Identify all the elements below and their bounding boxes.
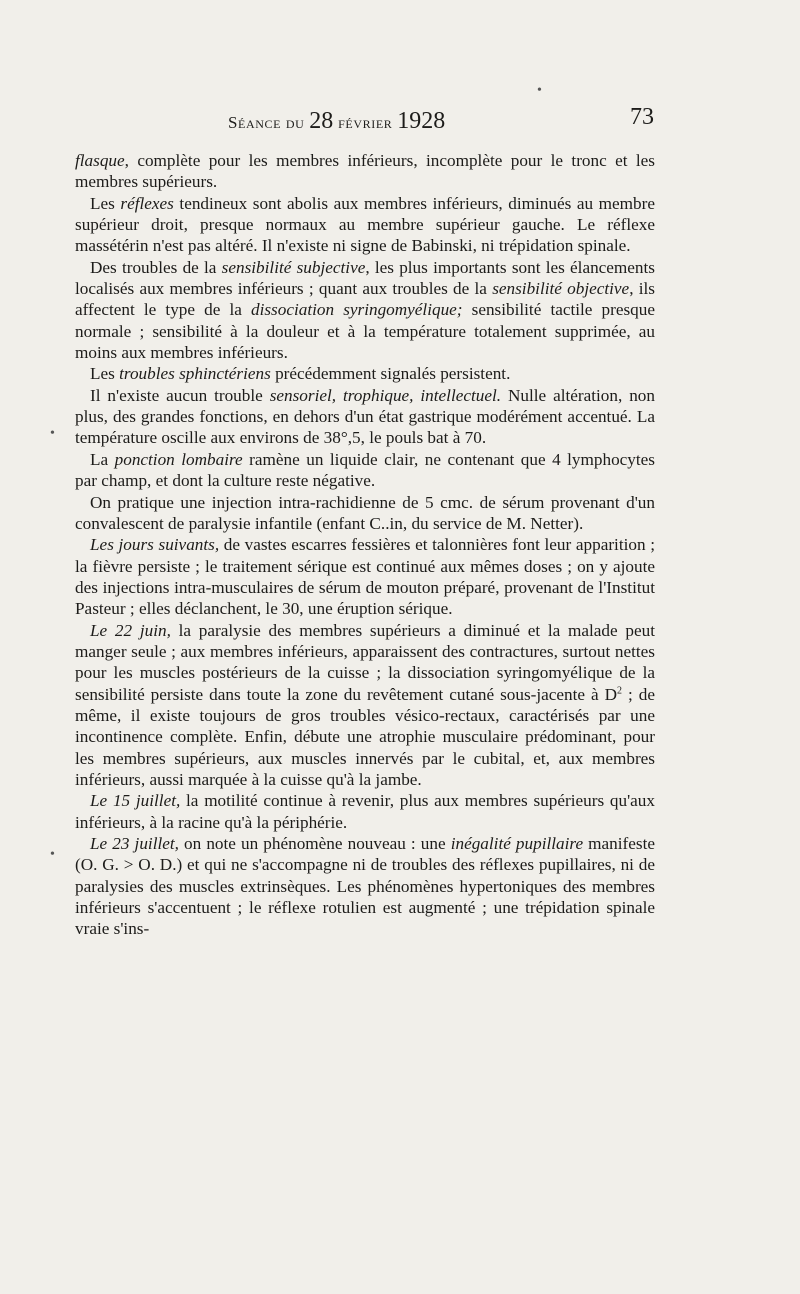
margin-dot-mark: •: [50, 847, 55, 862]
print-dot-mark: •: [537, 83, 542, 98]
paragraph: On pratique une injection intra-rachidienne de 5 cmc. de sérum provenant d'un convalescent de paralysie infantile (enfant C..in, du service de M. Netter).: [75, 492, 655, 533]
margin-dot-mark: •: [50, 426, 55, 441]
body-text: [75, 150, 655, 940]
running-title: [228, 108, 445, 135]
page-number: 73: [630, 104, 654, 130]
running-title-month: février: [333, 113, 398, 132]
paragraph: Il n'existe aucun trouble sensoriel, trophique, intellectuel. Nulle altération, non plus, des grandes fonctions, en dehors d'un état gastrique modérément accentué. La température oscille aux environs de 38°,5, le pouls bat à 70.: [75, 385, 655, 448]
paragraph: Le 15 juillet, la motilité continue à revenir, plus aux membres supérieurs qu'aux inférieurs, à la racine qu'à la périphérie.: [75, 791, 655, 832]
paragraph: Les réflexes tendineux sont abolis aux membres inférieurs, diminués au membre supérieur droit, presque normaux au membre supérieur gauche. Le réflexe massétérin n'est pas altéré. Il n'existe ni signe de Babinski, ni trépidation spinale.: [75, 193, 655, 256]
paragraph: Le 22 juin, la paralysie des membres supérieurs a diminué et la malade peut manger seule ; aux membres inférieurs, apparaissent des contractures, surtout nettes pour les muscles postérieurs de la cuisse ; la dissociation syringomyélique de la sensibilité persiste dans toute la zone du revêtement cutané sous-jacente à $D^2$ ; de même, il existe toujours de gros troubles vésico-rectaux, caractérisés par une incontinence complète. Enfin, débute une atrophie musculaire prédominant, pour les membres supérieurs, aux muscles innervés par le cubital, et, aux membres inférieurs, aussi marquée à la cuisse qu'à la jambe.: [75, 620, 655, 789]
paragraph: flasque, complète pour les membres inférieurs, incomplète pour le tronc et les membres supérieurs.: [75, 151, 655, 192]
paragraph: Des troubles de la sensibilité subjective, les plus importants sont les élancements localisés aux membres inférieurs ; quant aux troubles de la sensibilité objective, ils affectent le type de la dissociation syringomyélique; sensibilité tactile presque normale ; sensibilité à la douleur et à la température totalement supprimée, au moins aux membres inférieurs.: [75, 257, 655, 363]
paragraph: La ponction lombaire ramène un liquide clair, ne contenant que 4 lymphocytes par champ, et dont la culture reste négative.: [75, 449, 655, 491]
paragraph: Les troubles sphinctériens précédemment signalés persistent.: [90, 364, 511, 384]
paragraph: Les jours suivants, de vastes escarres fessières et talonnières font leur apparition ; la fièvre persiste ; le traitement sérique est continué aux mêmes doses ; on y ajoute des injections intra-musculaires de sérum de mouton préparé, provenant de l'Institut Pasteur ; elles déclanchent, le 30, une éruption sérique.: [75, 535, 655, 619]
running-title-part: Séance du: [228, 113, 310, 132]
running-title-day: 28: [309, 108, 334, 134]
running-header: [228, 104, 654, 138]
paragraph: Le 23 juillet, on note un phénomène nouveau : une inégalité pupillaire manifeste (O. G. > O. D.) et qui ne s'accompagne ni de troubles des réflexes pupillaires, ni de paralysies des muscles extrinsèques. Les phénomènes hypertoniques des membres inférieurs s'accentuent ; le réflexe rotulien est augmenté ; une trépidation spinale vraie s'ins-: [75, 834, 655, 939]
running-title-year: 1928: [397, 108, 446, 134]
